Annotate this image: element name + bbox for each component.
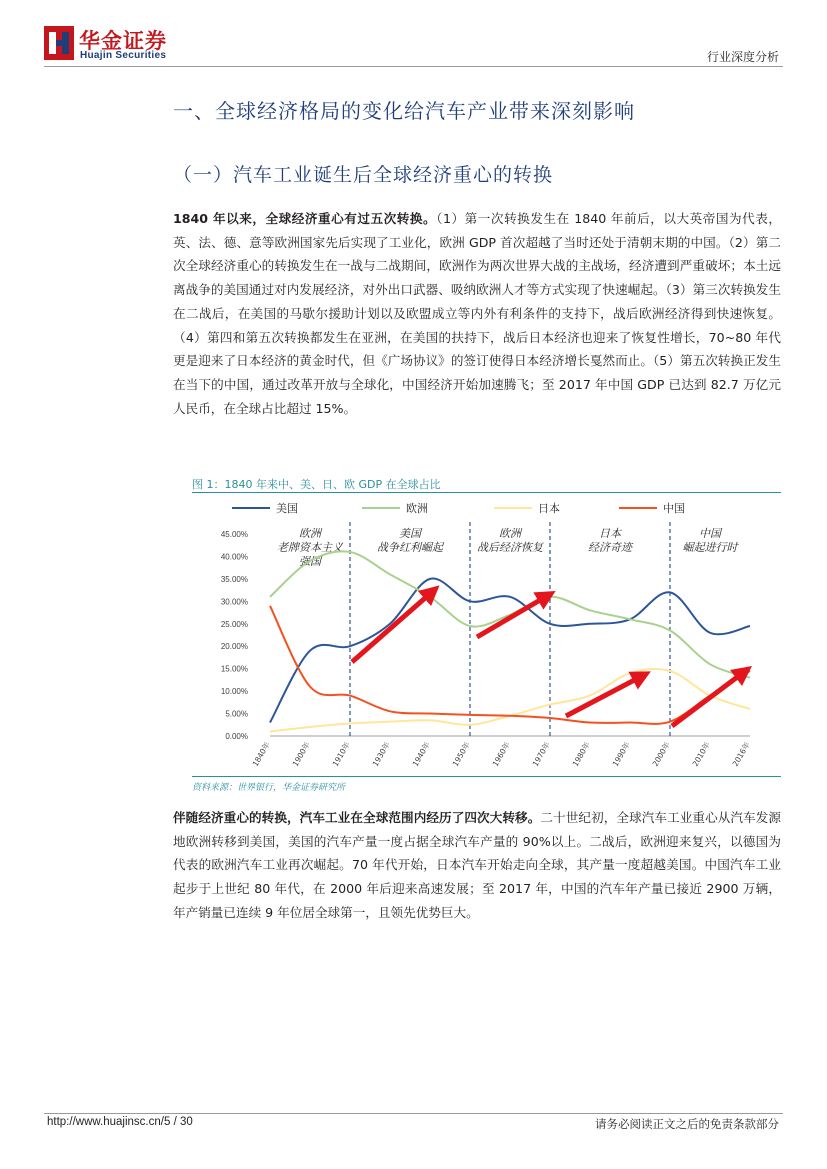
gdp-share-chart — [192, 494, 781, 776]
trend-arrow — [352, 592, 432, 662]
period-label: 日本 — [599, 527, 621, 540]
x-tick-label: 1940年 — [410, 740, 432, 769]
legend-label: 美国 — [276, 502, 298, 515]
legend-label: 欧洲 — [406, 502, 428, 515]
x-tick-label: 1910年 — [330, 740, 352, 769]
period-label: 崛起进行时 — [682, 541, 738, 554]
y-tick-label: 20.00% — [220, 642, 248, 652]
paragraph-lead: 1840 年以来，全球经济重心有过五次转换。 — [173, 211, 437, 226]
series-line — [270, 606, 750, 724]
paragraph-body: （1）第一次转换发生在 1840 年前后，以大英帝国为代表，英、法、德、意等欧洲国家先后实现了工业化，欧洲 GDP 首次超越了当时还处于清朝末期的中国。（2）第二次全球经济重心的转换发生在一战与二战期间，欧洲作为两次世界大战的主战场，经济遭到严重破坏；本土远离战争的美国通过对内发展经济，对外出口武器、吸纳欧洲人才等方式实现了快速崛起。（3）第三次转换发生在二战后，在美国的马歇尔援助计划以及欧盟成立等内外有利条件的支持下，战后欧洲经济得到快速恢复。（4）第四和第五次转换都发生在亚洲，在美国的扶持下，战后日本经济也迎来了恢复性增长，70~80 年代更是迎来了日本经济的黄金时代，但《广场协议》的签订使得日本经济增长戛然而止。（5）第五次转换正发生在当下的中国，通过改革开放与全球化，中国经济开始加速腾飞；至 2017 年中国 GDP 已达到 82.7 万亿元人民币，在全球占比超过 15%。 — [173, 211, 781, 416]
y-tick-label: 45.00% — [220, 530, 248, 539]
x-tick-label: 1960年 — [490, 740, 512, 769]
y-tick-label: 5.00% — [225, 709, 248, 719]
huajin-logo-icon — [44, 26, 74, 60]
legend-label: 中国 — [663, 502, 685, 515]
header-divider — [44, 66, 783, 67]
report-type: 行业深度分析 — [706, 50, 779, 64]
x-tick-label: 1840年 — [250, 740, 272, 769]
chart-series — [270, 551, 750, 731]
paragraph-economic-shifts — [173, 207, 781, 420]
y-tick-label: 10.00% — [220, 687, 248, 697]
trend-arrow — [672, 672, 744, 726]
x-tick-label: 1900年 — [290, 740, 312, 769]
section-heading: 一、全球经济格局的变化给汽车产业带来深刻影响 — [173, 99, 635, 123]
period-label: 战争红利崛起 — [377, 541, 443, 554]
trend-arrow — [566, 676, 642, 716]
footer-disclaimer: 请务必阅读正文之后的免责条款部分 — [595, 1117, 779, 1131]
subsection-heading: （一）汽车工业诞生后全球经济重心的转换 — [173, 164, 554, 186]
x-tick-label: 2010年 — [690, 740, 712, 769]
period-label: 强国 — [299, 555, 321, 568]
period-label: 经济奇迹 — [588, 541, 632, 554]
y-tick-label: 0.00% — [225, 732, 248, 741]
period-label: 战后经济恢复 — [477, 541, 543, 554]
page-number: 5 / 30 — [163, 1116, 193, 1128]
x-tick-label: 1970年 — [530, 740, 552, 769]
figure-source: 资料来源：世界银行，华金证券研究所 — [192, 783, 346, 793]
series-line — [270, 551, 750, 677]
paragraph-body: 二十世纪初，全球汽车工业重心从汽车发源地欧洲转移到美国，美国的汽车产量一度占据全球汽车产量的 90%以上。二战后，欧洲迎来复兴，以德国为代表的欧洲汽车工业再次崛起。70 年代开始，日本汽车开始走向全球，其产量一度超越美国。中国汽车工业起步于上世纪 80 年代，在 2000 年后迎来高速发展；至 2017 年，中国的汽车年产量已接近 2900 万辆，年产销量已连续 9 年位居全球第一，且领先优势巨大。 — [173, 810, 782, 920]
footer-url-page — [47, 1116, 193, 1128]
x-tick-label: 1980年 — [570, 740, 592, 769]
y-tick-label: 40.00% — [220, 552, 248, 562]
footer-divider — [44, 1113, 783, 1114]
series-line — [270, 578, 750, 722]
brand-name-cn: 华金证券 — [79, 29, 167, 53]
legend-label: 日本 — [538, 502, 560, 515]
footer-url[interactable]: http://www.huajinsc.cn/ — [47, 1116, 164, 1128]
x-tick-label: 1930年 — [370, 740, 392, 769]
y-tick-label: 30.00% — [220, 597, 248, 607]
x-tick-label: 2000年 — [650, 740, 672, 769]
chart-legend — [232, 501, 685, 515]
paragraph-lead: 伴随经济重心的转换，汽车工业在全球范围内经历了四次大转移。 — [173, 810, 541, 825]
x-tick-label: 1990年 — [610, 740, 632, 769]
chart-period-markers — [277, 522, 739, 736]
paragraph-auto-shifts — [173, 806, 781, 925]
x-tick-label: 1950年 — [450, 740, 472, 769]
y-tick-label: 15.00% — [220, 664, 248, 674]
period-label: 美国 — [399, 527, 421, 540]
figure-top-rule — [192, 492, 781, 493]
period-label: 老牌资本主义 — [277, 541, 343, 554]
period-label: 中国 — [699, 527, 721, 540]
y-tick-label: 35.00% — [220, 574, 248, 584]
period-label: 欧洲 — [299, 527, 321, 540]
brand-logo — [44, 24, 204, 64]
x-tick-label: 2016年 — [730, 740, 752, 769]
brand-name-en: Huajin Securities — [80, 50, 167, 61]
period-label: 欧洲 — [499, 527, 521, 540]
figure-bottom-rule — [192, 776, 781, 777]
y-tick-label: 25.00% — [220, 619, 248, 629]
figure-caption: 图 1：1840 年来中、美、日、欧 GDP 在全球占比 — [192, 478, 441, 491]
